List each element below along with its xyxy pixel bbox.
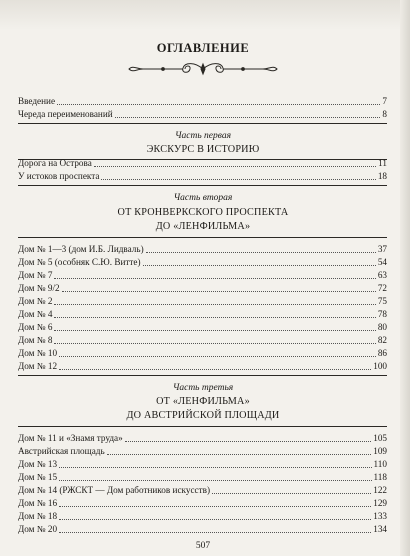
entry-page: 80 xyxy=(377,322,387,332)
entry-page: 37 xyxy=(377,244,387,254)
leader-dots xyxy=(54,343,375,344)
leader-dots xyxy=(59,519,371,520)
entry-title: Австрийская площадь xyxy=(18,446,105,456)
section-rule xyxy=(18,426,387,427)
entry-title: Дом № 16 xyxy=(18,498,58,508)
toc-entry xyxy=(18,334,387,347)
leader-dots xyxy=(59,356,376,357)
entry-title: Дом № 2 xyxy=(18,296,53,306)
part-title-line: ДО «ЛЕНФИЛЬМА» xyxy=(155,221,251,232)
entry-title: Дом № 13 xyxy=(18,459,58,469)
page-edge-shadow xyxy=(400,0,410,556)
page-title: ОГЛАВЛЕНИЕ xyxy=(156,41,250,55)
entry-page: 7 xyxy=(382,96,387,106)
entry-title: Дом № 8 xyxy=(18,335,53,345)
entry-title: Дом № 12 xyxy=(18,361,58,371)
part-title: ЭКСКУРС В ИСТОРИЮ xyxy=(146,144,260,155)
entry-title: Введение xyxy=(18,96,56,106)
part-label: Часть первая xyxy=(174,131,231,141)
entry-page: 86 xyxy=(377,348,387,358)
ornament-divider-icon xyxy=(123,60,283,78)
toc-entry xyxy=(18,308,387,321)
part-title-line: ОТ «ЛЕНФИЛЬМА» xyxy=(156,396,250,407)
leader-dots xyxy=(59,369,371,370)
entry-page: 105 xyxy=(373,433,387,443)
toc-entry xyxy=(18,108,387,121)
toc-entry xyxy=(18,432,387,445)
section-rule xyxy=(18,375,387,376)
toc-entry xyxy=(18,269,387,282)
toc-entry xyxy=(18,497,387,510)
leader-dots xyxy=(59,467,372,468)
toc-entry xyxy=(18,484,387,497)
leader-dots xyxy=(143,265,376,266)
leader-dots xyxy=(212,493,371,494)
entry-title: Дом № 10 xyxy=(18,348,58,358)
leader-dots xyxy=(59,506,371,507)
leader-dots xyxy=(59,480,372,481)
entry-title: У истоков проспекта xyxy=(18,171,100,181)
entry-title: Дом № 6 xyxy=(18,322,53,332)
toc-entry xyxy=(18,445,387,458)
entry-page: 8 xyxy=(382,109,387,119)
leader-dots xyxy=(54,330,375,331)
toc-entry xyxy=(18,282,387,295)
leader-dots xyxy=(107,454,372,455)
leader-dots xyxy=(57,104,380,105)
leader-dots xyxy=(146,252,376,253)
entry-page: 63 xyxy=(377,270,387,280)
entry-page: 11 xyxy=(378,158,387,168)
entry-title: Дом № 5 (особняк С.Ю. Витте) xyxy=(18,257,141,267)
part-label: Часть вторая xyxy=(173,193,233,203)
entry-title: Череда переименований xyxy=(18,109,113,119)
toc-entry xyxy=(18,157,387,170)
leader-dots xyxy=(54,278,375,279)
entry-page: 122 xyxy=(373,485,387,495)
toc-entry xyxy=(18,510,387,523)
leader-dots xyxy=(101,179,375,180)
entry-page: 100 xyxy=(373,361,387,371)
leader-dots xyxy=(54,317,375,318)
leader-dots xyxy=(54,304,375,305)
part-title-line: ОТ КРОНВЕРКСКОГО ПРОСПЕКТА xyxy=(117,207,289,218)
entry-title: Дом № 7 xyxy=(18,270,53,280)
section-rule xyxy=(18,185,387,186)
toc-entry xyxy=(18,360,387,373)
toc-entry xyxy=(18,471,387,484)
entry-page: 82 xyxy=(377,335,387,345)
entry-page: 54 xyxy=(377,257,387,267)
leader-dots xyxy=(115,117,381,118)
toc-entry xyxy=(18,458,387,471)
entry-page: 78 xyxy=(377,309,387,319)
toc-entry xyxy=(18,95,387,108)
entry-page: 110 xyxy=(373,459,387,469)
toc-entry xyxy=(18,347,387,360)
entry-page: 109 xyxy=(373,446,387,456)
entry-page: 118 xyxy=(373,472,387,482)
toc-entry xyxy=(18,295,387,308)
toc-entry xyxy=(18,243,387,256)
toc-entry xyxy=(18,523,387,536)
entry-title: Дом № 1—3 (дом И.Б. Лидваль) xyxy=(18,244,144,254)
entry-title: Дом № 18 xyxy=(18,511,58,521)
entry-title: Дорога на Острова xyxy=(18,158,92,168)
entry-title: Дом № 20 xyxy=(18,524,58,534)
entry-title: Дом № 4 xyxy=(18,309,53,319)
entry-title: Дом № 11 и «Знамя труда» xyxy=(18,433,123,443)
toc-entry xyxy=(18,321,387,334)
leader-dots xyxy=(125,441,372,442)
entry-page: 72 xyxy=(377,283,387,293)
leader-dots xyxy=(94,166,376,167)
page-number: 507 xyxy=(195,541,211,551)
entry-page: 18 xyxy=(377,171,387,181)
entry-title: Дом № 9/2 xyxy=(18,283,60,293)
entry-page: 129 xyxy=(373,498,387,508)
entry-page: 133 xyxy=(373,511,387,521)
entry-page: 75 xyxy=(377,296,387,306)
section-rule xyxy=(18,237,387,238)
section-rule xyxy=(18,123,387,124)
entry-page: 134 xyxy=(373,524,387,534)
part-label: Часть третья xyxy=(172,383,234,393)
entry-title: Дом № 15 xyxy=(18,472,58,482)
contents-page xyxy=(18,0,388,556)
toc-entry xyxy=(18,256,387,269)
leader-dots xyxy=(59,532,371,533)
part-title-line: ДО АВСТРИЙСКОЙ ПЛОЩАДИ xyxy=(126,410,280,421)
toc-entry xyxy=(18,170,387,183)
leader-dots xyxy=(62,291,376,292)
entry-title: Дом № 14 (РЖСКТ — Дом работников искусств) xyxy=(18,485,211,495)
